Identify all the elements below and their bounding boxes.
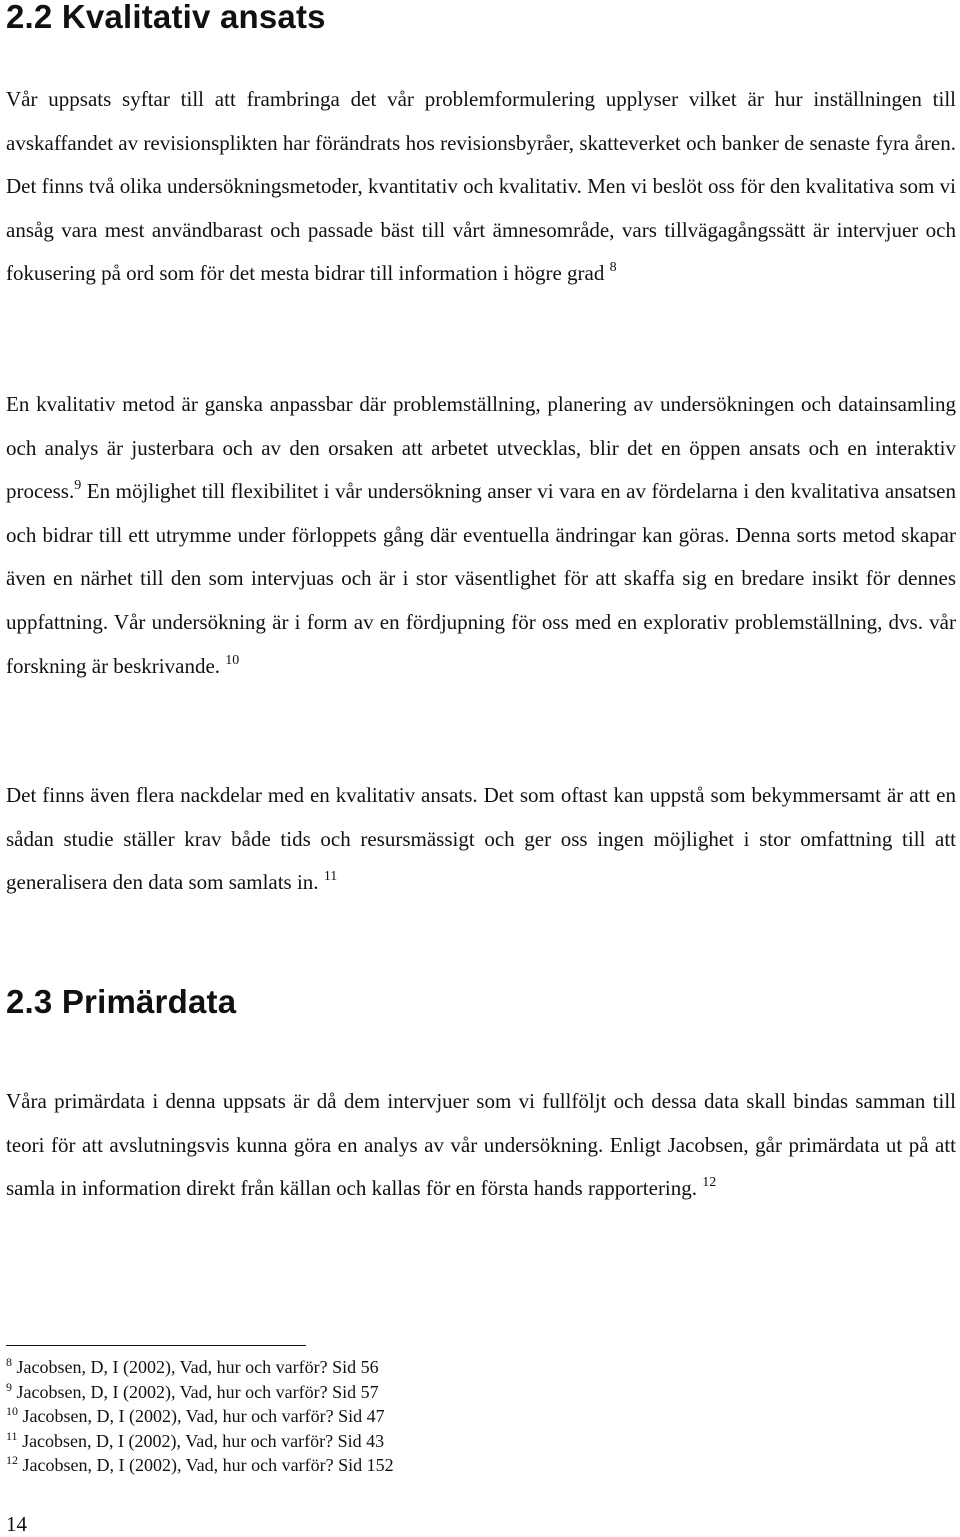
footnote-11 xyxy=(6,1429,956,1454)
footnote-text: Jacobsen, D, I (2002), Vad, hur och varför? Sid 43 xyxy=(22,1430,385,1451)
footnote-ref-8: 8 xyxy=(609,260,617,276)
footnote-text: Jacobsen, D, I (2002), Vad, hur och varför? Sid 47 xyxy=(22,1406,385,1427)
footnote-number: 12 xyxy=(6,1453,18,1468)
footnote-ref-11: 11 xyxy=(323,869,338,885)
footnote-number: 10 xyxy=(6,1404,18,1419)
footnote-divider xyxy=(6,1345,306,1346)
paragraph-3 xyxy=(6,774,956,905)
paragraph-3-text: Det finns även flera nackdelar med en kvalitativ ansats. Det som oftast kan uppstå som bekymmersamt är att en sådan studie ställer krav både tids och resursmässigt och ger oss ingen möjlighet i stor omfattning till att generalisera den data som samlats in. xyxy=(6,783,956,895)
paragraph-1 xyxy=(6,78,956,296)
paragraph-4-text: Våra primärdata i denna uppsats är då dem intervjuer som vi fullföljt och dessa data skall bindas samman till teori för att avslutningsvis kunna göra en analys av vår undersökning. Enligt Jacobsen, går primärdata ut på att samla in information direkt från källan och kallas för en första hands rapportering. xyxy=(6,1089,956,1201)
footnote-text: Jacobsen, D, I (2002), Vad, hur och varför? Sid 57 xyxy=(16,1381,379,1402)
footnote-9 xyxy=(6,1380,956,1405)
footnote-text: Jacobsen, D, I (2002), Vad, hur och varför? Sid 56 xyxy=(16,1357,379,1377)
section-heading-kvalitativ-ansats: 2.2 Kvalitativ ansats xyxy=(6,0,326,35)
footnote-ref-9: 9 xyxy=(74,478,82,494)
footnote-10 xyxy=(6,1404,956,1429)
footnote-text: Jacobsen, D, I (2002), Vad, hur och varför? Sid 152 xyxy=(22,1455,394,1476)
paragraph-2-text-before: En kvalitativ metod är ganska anpassbar där problemställning, planering av undersökningen och datainsamling och analys är justerbara och av den orsaken att arbetet utvecklas, blir det en öppen ansats och en interaktiv process. xyxy=(6,392,956,504)
paragraph-2 xyxy=(6,383,956,688)
footnotes-list xyxy=(6,1355,956,1478)
footnote-number: 11 xyxy=(6,1428,18,1443)
paragraph-2-text-after: En möjlighet till flexibilitet i vår undersökning anser vi vara en av fördelarna i den kvalitativa ansatsen och bidrar till ett utrymme under förloppets gång där eventuella ändringar kan göras. Denna sorts metod skapar även en närhet till den som intervjuas och är i stor väsentlighet för att skaffa sig en bredare insikt för dennes uppfattning. Vår undersökning är i form av en fördjupning för oss med en explorativ problemställning, dvs. vår forskning är beskrivande. xyxy=(6,479,956,678)
footnote-number: 9 xyxy=(6,1379,12,1394)
paragraph-1-text: Vår uppsats syftar till att frambringa det vår problemformulering upplyser vilket är hur inställningen till avskaffandet av revisionsplikten har förändrats hos revisionsbyråer, skatteverket och banker de senaste fyra åren. Det finns två olika undersökningsmetoder, kvantitativ och kvalitativ. Men vi beslöt oss för den kvalitativa som vi ansåg vara mest användbarast och passade bäst till vårt ämnesområde, vars tillvägagångssätt är intervjuer och fokusering på ord som för det mesta bidrar till information i högre grad xyxy=(6,87,956,286)
paragraph-4 xyxy=(6,1080,956,1211)
footnote-8 xyxy=(6,1355,956,1380)
footnote-12 xyxy=(6,1453,956,1478)
footnote-ref-12: 12 xyxy=(702,1175,717,1191)
footnote-number: 8 xyxy=(6,1355,12,1369)
section-heading-primardata: 2.3 Primärdata xyxy=(6,983,237,1020)
footnote-ref-10: 10 xyxy=(225,652,240,668)
page-number: 14 xyxy=(6,1512,27,1536)
